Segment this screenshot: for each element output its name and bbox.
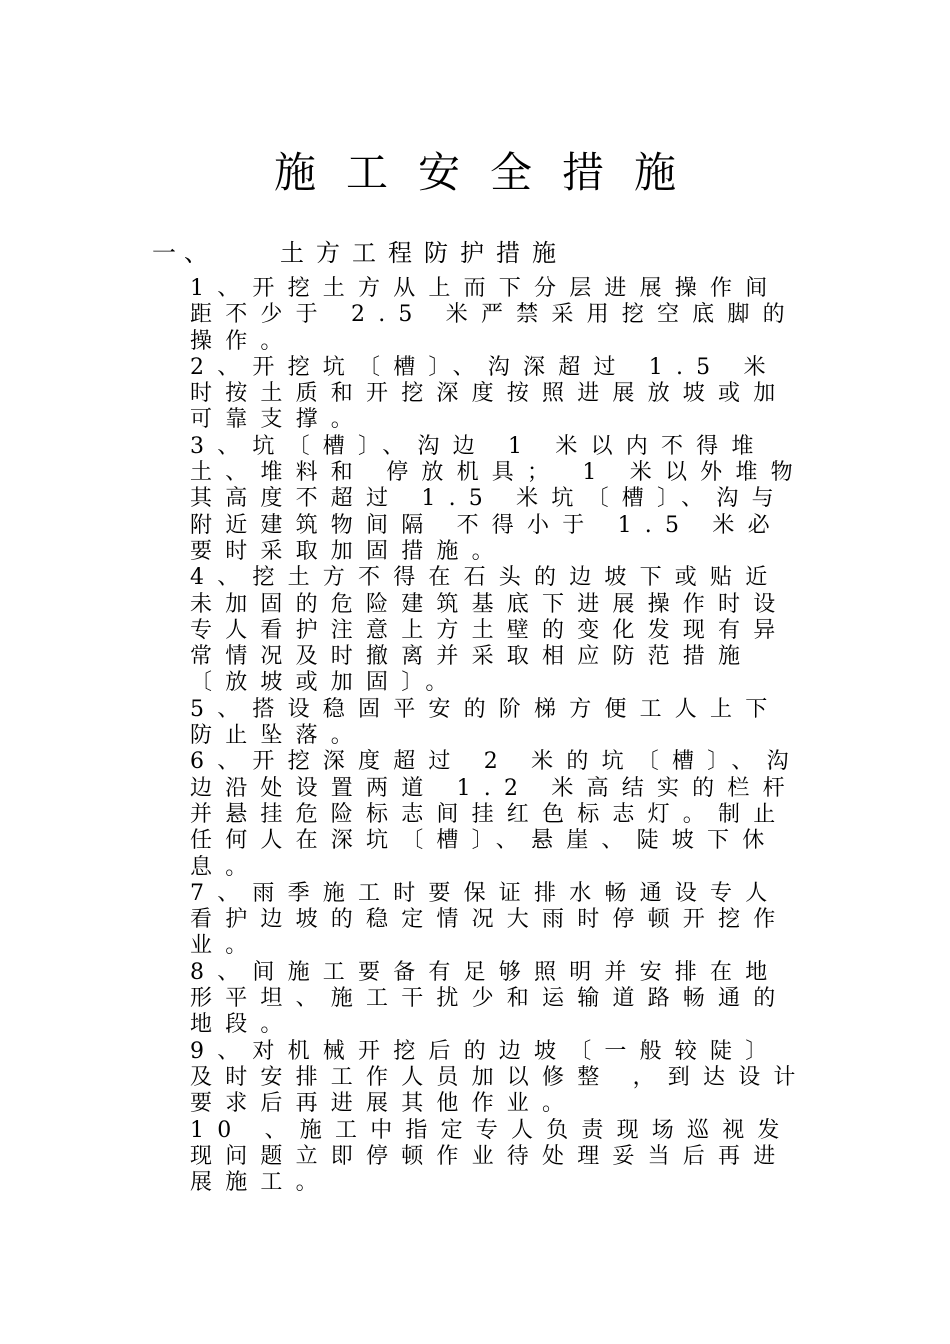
section-heading bbox=[152, 233, 568, 268]
list-item: 7、雨季施工时要保证排水畅通设专人看护边坡的稳定情况大雨时停顿开挖作业。 bbox=[190, 880, 789, 959]
section-title: 土方工程防护措施 bbox=[280, 239, 568, 267]
list-item: 5、搭设稳固平安的阶梯方便工人上下防止坠落。 bbox=[190, 696, 781, 749]
list-item: 1、开挖土方从上而下分层进展操作间距不少于 2.5 米严禁采用挖空底脚的操作。 bbox=[190, 276, 798, 354]
list-item: 3、坑〔槽〕、沟边 1 米以内不得堆土、堆料和 停放机具； 1 米以外堆物其高度不超过 1.5 米坑〔槽〕、沟与附近建筑物间隔 不得小于 1.5 米必要时采取加固措施。 bbox=[190, 433, 806, 564]
section-number: 一、 bbox=[152, 239, 216, 267]
list-item: 2、开挖坑〔槽〕、沟深超过 1.5 米时按土质和开挖深度按照进展放坡或加可靠支撑。 bbox=[190, 354, 789, 433]
list-item: 4、挖土方不得在石头的边坡下或贴近未加固的危险建筑基底下进展操作时设专人看护注意上方土壁的变化发现有异常情况及时撤离并采取相应防范措施〔放坡或加固〕。 bbox=[190, 565, 789, 696]
measure-list bbox=[190, 276, 810, 1196]
list-item: 10 、施工中指定专人负责现场巡视发现问题立即停顿作业待处理妥当后再进展施工。 bbox=[190, 1117, 793, 1196]
list-item: 6、开挖深度超过 2 米的坑〔槽〕、沟边沿处设置两道 1.2 米高结实的栏杆并悬挂危险标志间挂红色标志灯。制止任何人在深坑〔槽〕、悬崖、陡坡下休息。 bbox=[190, 749, 802, 880]
document-title: 施工安全措施 bbox=[273, 148, 706, 197]
list-item: 9、对机械开挖后的边坡〔一般较陡〕及时安排工作人员加以修整 ，到达设计要求后再进展其他作业。 bbox=[190, 1038, 809, 1117]
list-item: 8、间施工要备有足够照明并安排在地形平坦、施工干扰少和运输道路畅通的地段。 bbox=[190, 959, 789, 1038]
